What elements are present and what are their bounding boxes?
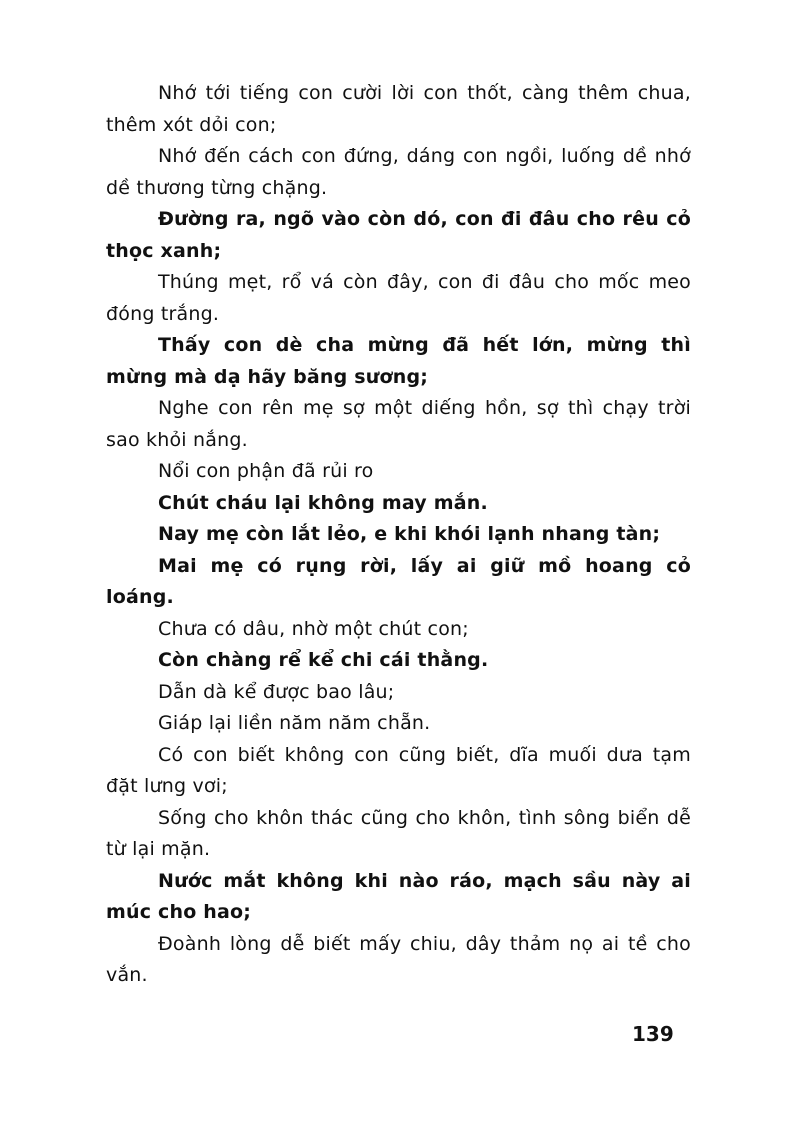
paragraph-13: Dẫn dà kể được bao lâu; (158, 680, 395, 703)
paragraph-16: Sống cho khôn thác cũng cho khôn, tình sông biển dễ từ lại mặn. (106, 806, 691, 860)
paragraph-2: Nhớ đến cách con đứng, dáng con ngồi, luống dề nhớ dề thương từng chặng. (106, 145, 691, 199)
paragraph-1: Nhớ tới tiếng con cười lời con thốt, càng thêm chua, thêm xót dỏi con; (106, 82, 691, 136)
paragraph-17: Nước mắt không khi nào ráo, mạch sầu này ai múc cho hao; (106, 869, 691, 923)
paragraph-15: Có con biết không con cũng biết, dĩa muối dưa tạm đặt lưng vơi; (106, 743, 691, 797)
page-number: 139 (632, 1022, 674, 1046)
paragraph-18: Đoành lòng dễ biết mấy chiu, dây thảm nọ ai tề cho vắn. (106, 932, 691, 986)
paragraph-8: Chút cháu lại không may mắn. (158, 491, 488, 514)
paragraph-4: Thúng mẹt, rổ vá còn đây, con đi đâu cho mốc meo đóng trắng. (106, 271, 691, 325)
paragraph-7: Nổi con phận đã rủi ro (158, 460, 374, 482)
poem-text-block (106, 78, 691, 992)
paragraph-12: Còn chàng rể kể chi cái thằng. (158, 649, 489, 671)
paragraph-9: Nay mẹ còn lắt lẻo, e khi khói lạnh nhang tàn; (158, 523, 661, 545)
paragraph-10: Mai mẹ có rụng rời, lấy ai giữ mồ hoang cỏ loáng. (106, 554, 691, 608)
paragraph-3: Đường ra, ngõ vào còn dó, con đi đâu cho rêu cỏ thọc xanh; (106, 208, 691, 262)
paragraph-6: Nghe con rên mẹ sợ một diếng hồn, sợ thì chạy trời sao khỏi nắng. (106, 397, 691, 451)
paragraph-14: Giáp lại liền năm năm chẵn. (158, 712, 431, 734)
paragraph-5: Thấy con dè cha mừng đã hết lớn, mừng thì mừng mà dạ hãy băng sương; (106, 334, 691, 388)
paragraph-11: Chưa có dâu, nhờ một chút con; (158, 617, 469, 640)
